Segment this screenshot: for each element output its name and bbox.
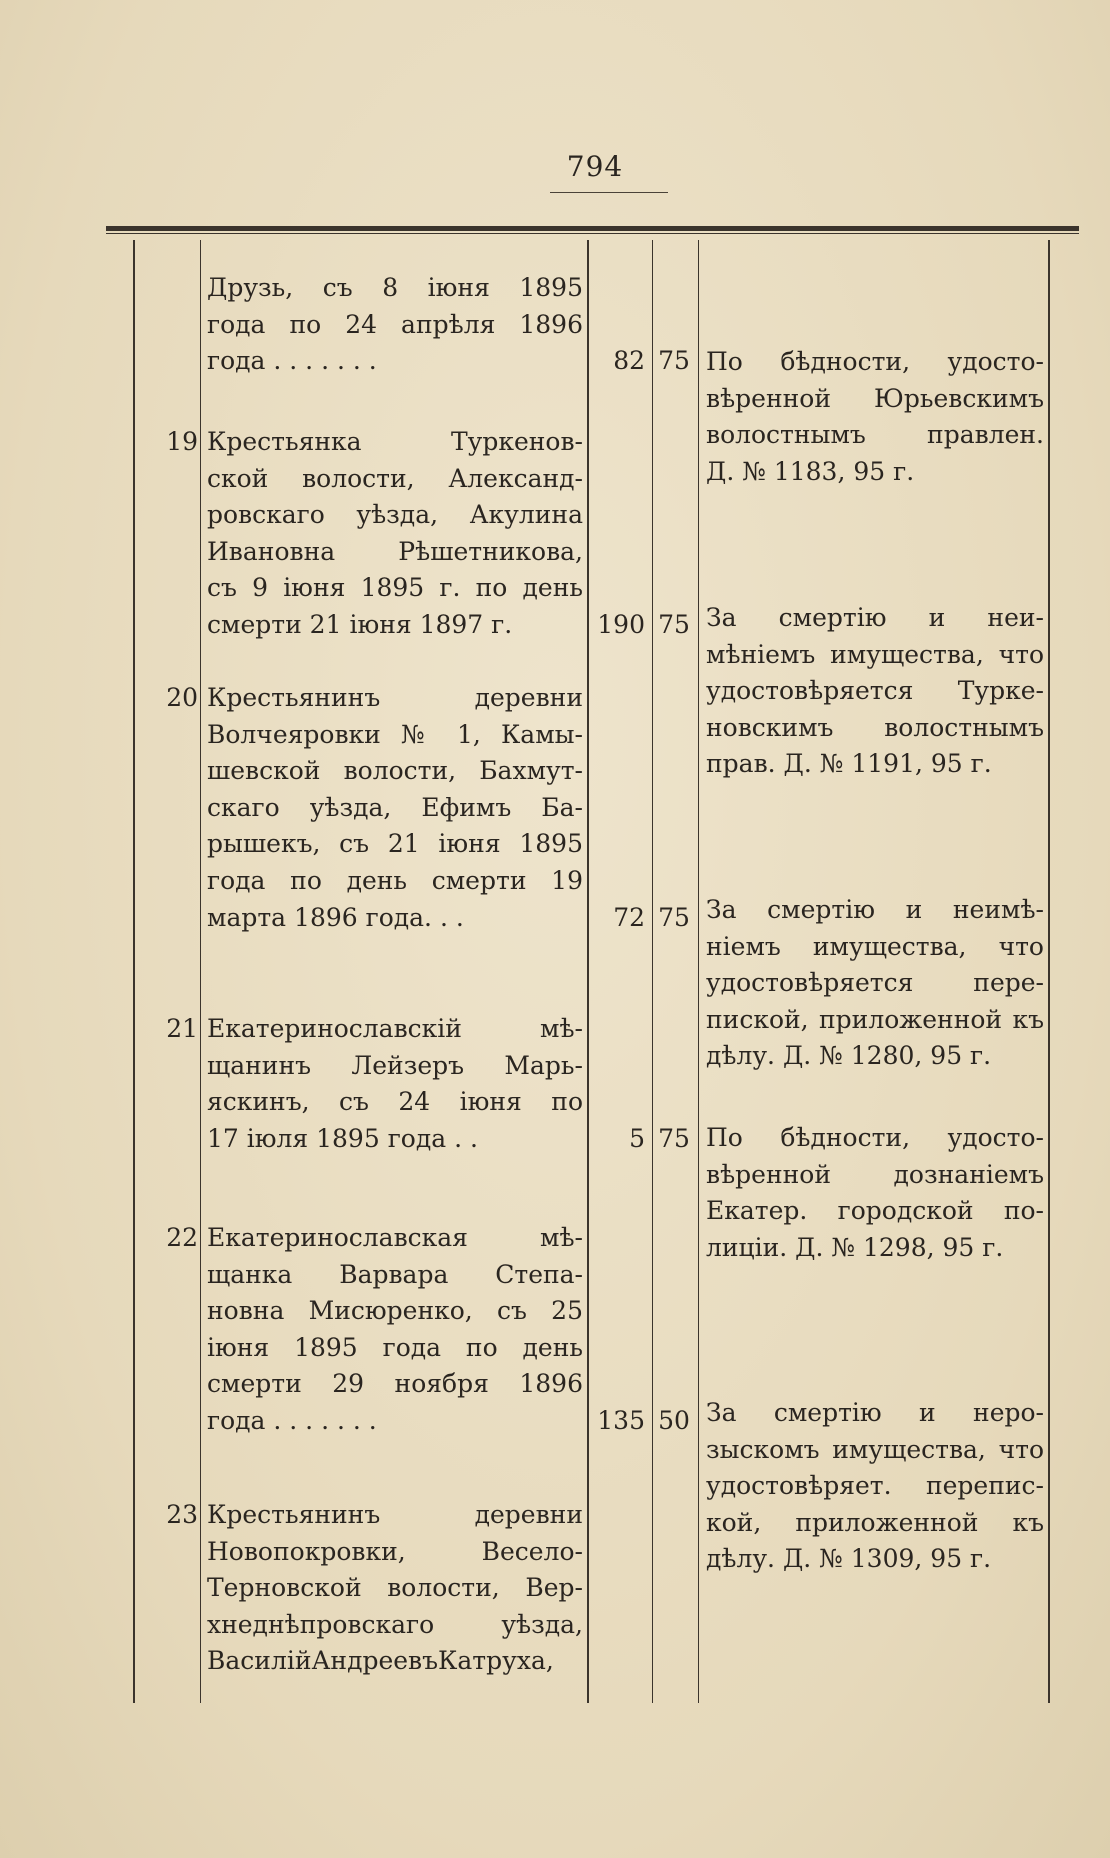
entry-description-line: Крестьянинъ деревни xyxy=(207,1500,583,1529)
entry-description-line: года . . . . . . . xyxy=(207,346,377,376)
amount-kopecks: 75 xyxy=(658,610,690,639)
entry-description-line: яскинъ, съ 24 іюня по xyxy=(207,1087,583,1117)
amount-rubles: 82 xyxy=(613,346,645,376)
amount-kopecks: 50 xyxy=(658,1406,690,1435)
entry-description xyxy=(207,424,583,644)
entry-description-line: Новопокровки, Весело- xyxy=(207,1536,583,1566)
entry-description xyxy=(207,1011,583,1157)
entry-description-line: ской волости, Александ- xyxy=(207,463,583,493)
entry-description-line: Волчеяровки № 1, Камы- xyxy=(207,719,583,749)
entry-description-line: рышекъ, съ 21 іюня 1895 xyxy=(207,829,583,859)
column-rule-description xyxy=(587,240,589,1703)
entry-description-line: Терновской волости, Вер- xyxy=(207,1573,583,1603)
entry-description-line: смерти 29 ноября 1896 xyxy=(207,1369,583,1399)
entry-note-line: удостовѣряется Турке- xyxy=(706,676,1044,706)
entry-description-line: іюня 1895 года по день xyxy=(207,1332,583,1362)
entry-note-line: дѣлу. Д. № 1280, 95 г. xyxy=(706,1041,992,1071)
entry-description-line: ВасилійАндреевъКатруха, xyxy=(207,1646,554,1676)
entry-note-line: лиціи. Д. № 1298, 95 г. xyxy=(706,1232,1004,1262)
entry-note-line: кой, приложенной къ xyxy=(706,1507,1044,1537)
column-rule-left-outer xyxy=(133,240,135,1703)
entry-number: 19 xyxy=(166,427,198,456)
entry-note xyxy=(706,892,1044,1075)
entry-note-line: волостнымъ правлен. xyxy=(706,420,1044,450)
entry-note-line: вѣренной дознаніемъ xyxy=(706,1159,1044,1189)
entry-note-line: пиской, приложенной къ xyxy=(706,1004,1044,1034)
entry-note xyxy=(706,600,1044,783)
column-rule-kopecks xyxy=(698,240,699,1703)
amount-kopecks: 75 xyxy=(658,902,690,932)
entry-note-line: За смертію и неи- xyxy=(706,603,1044,632)
entry-description-line: Екатеринославскій мѣ- xyxy=(207,1014,583,1043)
page-number-rule xyxy=(550,192,668,193)
entry-description-line: Крестьянинъ деревни xyxy=(207,683,583,712)
entry-description-line: Крестьянка Туркенов- xyxy=(207,427,583,456)
column-rule-number xyxy=(200,240,201,1703)
entry-number: 23 xyxy=(166,1500,198,1529)
entry-number: 21 xyxy=(166,1014,198,1043)
entry-description-line: щанинъ Лейзеръ Марь- xyxy=(207,1050,583,1080)
entry-description-line: смерти 21 іюня 1897 г. xyxy=(207,609,513,639)
entry-note xyxy=(706,1120,1044,1266)
entry-description-line: съ 9 іюня 1895 г. по день xyxy=(207,573,583,603)
column-rule-rubles xyxy=(652,240,653,1703)
entry-description-line: щанка Варвара Степа- xyxy=(207,1259,583,1289)
entry-note-line: вѣренной Юрьевскимъ xyxy=(706,383,1044,413)
amount-rubles: 190 xyxy=(597,610,645,639)
header-rule-thin xyxy=(106,233,1079,234)
entry-note-line: Д. № 1183, 95 г. xyxy=(706,456,915,486)
entry-note xyxy=(706,344,1044,490)
entry-note-line: Екатер. городской по- xyxy=(706,1196,1044,1226)
entry-description-line: марта 1896 года. . . xyxy=(207,902,464,932)
entry-description-line: Друзь, съ 8 іюня 1895 xyxy=(207,273,583,302)
entry-number: 22 xyxy=(166,1223,198,1252)
entry-number: 20 xyxy=(166,683,198,712)
amount-rubles: 72 xyxy=(613,902,645,932)
entry-note-line: прав. Д. № 1191, 95 г. xyxy=(706,749,992,779)
entry-note-line: мѣніемъ имущества, что xyxy=(706,639,1044,669)
amount-kopecks: 75 xyxy=(658,346,690,376)
entry-description-line: Ивановна Рѣшетникова, xyxy=(207,536,583,566)
header-rule-thick xyxy=(106,226,1079,231)
entry-note-line: удостовѣряет. перепис- xyxy=(706,1471,1044,1501)
entry-description-line: шевской волости, Бахмут- xyxy=(207,756,583,786)
entry-note xyxy=(706,1395,1044,1578)
entry-note-line: За смертію и неро- xyxy=(706,1398,1044,1427)
amount-kopecks: 75 xyxy=(658,1123,690,1153)
entry-description-line: Екатеринославская мѣ- xyxy=(207,1223,583,1252)
entry-description-line: года . . . . . . . xyxy=(207,1405,377,1435)
column-rule-right-outer xyxy=(1048,240,1050,1703)
entry-description xyxy=(207,680,583,936)
entry-note-line: новскимъ волостнымъ xyxy=(706,712,1044,742)
entry-note-line: ніемъ имущества, что xyxy=(706,931,1044,961)
entry-note-line: удостовѣряется пере- xyxy=(706,968,1044,998)
entry-description xyxy=(207,1220,583,1440)
entry-description-line: года по день смерти 19 xyxy=(207,865,583,895)
entry-description-line: года по 24 апрѣля 1896 xyxy=(207,309,583,339)
entry-note-line: За смертію и неимѣ- xyxy=(706,895,1044,924)
entry-description-line: ровскаго уѣзда, Акулина xyxy=(207,500,583,530)
entry-note-line: дѣлу. Д. № 1309, 95 г. xyxy=(706,1544,992,1574)
entry-description xyxy=(207,270,583,380)
entry-description-line: хнеднѣпровскаго уѣзда, xyxy=(207,1609,583,1639)
amount-rubles: 135 xyxy=(597,1406,645,1435)
entry-note-line: По бѣдности, удосто- xyxy=(706,1123,1044,1152)
entry-description-line: новна Мисюренко, съ 25 xyxy=(207,1296,583,1326)
entry-description-line: 17 іюля 1895 года . . xyxy=(207,1123,478,1153)
page-number: 794 xyxy=(566,150,624,183)
entry-note-line: зыскомъ имущества, что xyxy=(706,1434,1044,1464)
entry-description-line: скаго уѣзда, Ефимъ Ба- xyxy=(207,792,583,822)
entry-note-line: По бѣдности, удосто- xyxy=(706,347,1044,376)
entry-description xyxy=(207,1497,583,1680)
amount-rubles: 5 xyxy=(629,1123,645,1153)
